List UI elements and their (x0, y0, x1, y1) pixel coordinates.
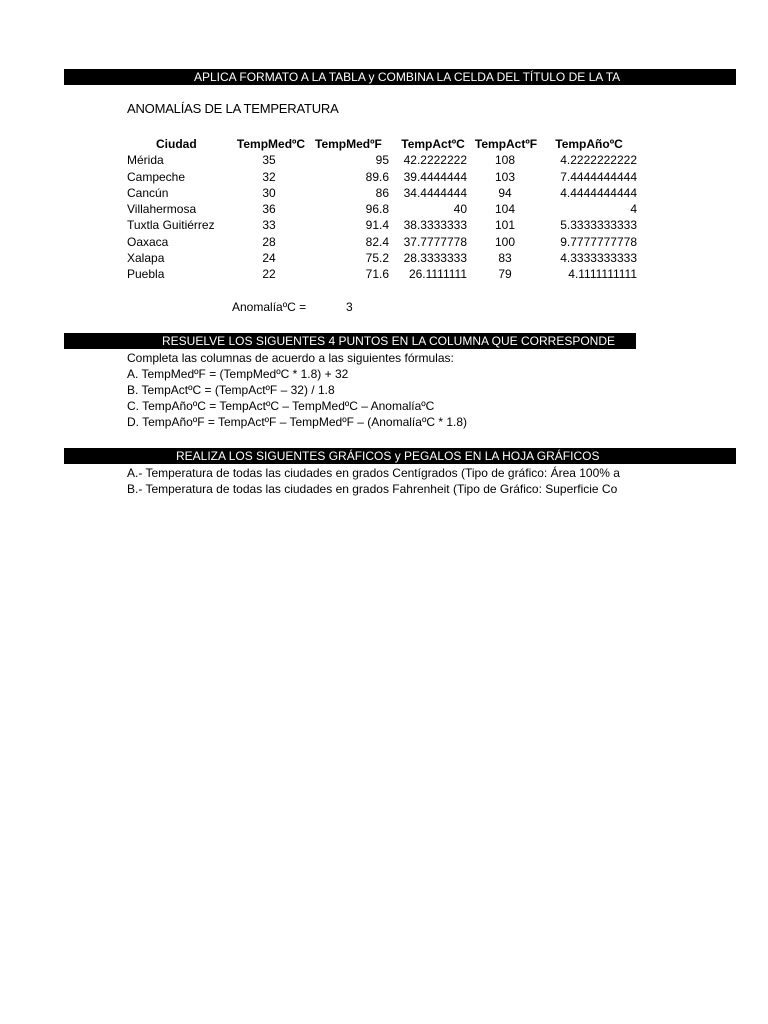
formula-a: A. TempMedºF = (TempMedºC * 1.8) + 32 (127, 367, 349, 381)
city-cell[interactable]: Villahermosa (127, 202, 197, 217)
value-cell[interactable]: 4.4444444444 (560, 185, 637, 200)
table-body (127, 152, 639, 282)
value-cell[interactable]: 38.3333333 (403, 218, 467, 233)
value-cell[interactable]: 34.4444444 (403, 185, 467, 200)
value-cell[interactable]: 33 (262, 218, 276, 233)
header-tempact-c[interactable]: TempActºC (401, 137, 465, 151)
value-cell[interactable]: 4.1111111111 (568, 267, 637, 282)
format-instruction-text: APLICA FORMATO A LA TABLA y COMBINA LA CELDA DEL TÍTULO DE LA TA (194, 70, 621, 84)
value-cell[interactable]: 5.3333333333 (560, 218, 637, 233)
value-cell[interactable]: 35 (262, 153, 276, 168)
table-row (127, 201, 639, 217)
table-row (127, 250, 639, 266)
value-cell[interactable]: 42.2222222 (403, 153, 467, 168)
value-cell[interactable]: 7.4444444444 (560, 169, 637, 184)
resolve-instruction-text: RESUELVE LOS SIGUENTES 4 PUNTOS EN LA COLUMNA QUE CORRESPONDE (162, 334, 616, 348)
value-cell[interactable]: 79 (498, 267, 512, 282)
value-cell[interactable]: 100 (494, 234, 516, 249)
value-cell[interactable]: 91.4 (365, 218, 389, 233)
value-cell[interactable]: 104 (494, 202, 516, 217)
value-cell[interactable]: 83 (498, 251, 512, 266)
header-tempmed-c[interactable]: TempMedºC (236, 137, 306, 151)
value-cell[interactable]: 9.7777777778 (560, 234, 637, 249)
temperature-table (127, 136, 639, 283)
formula-b: B. TempActºC = (TempActºF – 32) / 1.8 (127, 383, 335, 397)
formula-c: C. TempAñoºC = TempActºC – TempMedºC – AnomalíaºC (127, 399, 435, 413)
value-cell[interactable]: 94 (498, 185, 512, 200)
value-cell[interactable]: 24 (262, 251, 276, 266)
value-cell[interactable]: 22 (262, 267, 276, 282)
anomaly-label: AnomalíaºC = (232, 300, 307, 314)
value-cell[interactable]: 28.3333333 (403, 251, 467, 266)
value-cell[interactable]: 26.1111111 (408, 267, 467, 282)
sheet-subtitle: ANOMALÍAS DE LA TEMPERATURA (127, 101, 339, 116)
value-cell[interactable]: 4 (630, 202, 637, 217)
table-row (127, 185, 639, 201)
value-cell[interactable]: 37.7777778 (403, 234, 467, 249)
value-cell[interactable]: 82.4 (365, 234, 389, 249)
value-cell[interactable]: 101 (494, 218, 516, 233)
value-cell[interactable]: 32 (262, 169, 276, 184)
value-cell[interactable]: 96.8 (365, 202, 389, 217)
value-cell[interactable]: 36 (262, 202, 276, 217)
value-cell[interactable]: 71.6 (365, 267, 389, 282)
city-cell[interactable]: Campeche (127, 169, 186, 184)
value-cell[interactable]: 28 (262, 234, 276, 249)
chart-item-a: A.- Temperatura de todas las ciudades en grados Centígrados (Tipo de gráfico: Área 100% a (127, 466, 620, 480)
value-cell[interactable]: 30 (262, 185, 276, 200)
table-row (127, 217, 639, 233)
value-cell[interactable]: 4.2222222222 (560, 153, 637, 168)
value-cell[interactable]: 39.4444444 (403, 169, 467, 184)
header-tempmed-f[interactable]: TempMedºF (315, 137, 382, 151)
value-cell[interactable]: 4.3333333333 (560, 251, 637, 266)
city-cell[interactable]: Mérida (127, 153, 164, 168)
table-row (127, 234, 639, 250)
value-cell[interactable]: 108 (494, 153, 516, 168)
value-cell[interactable]: 95 (375, 153, 389, 168)
value-cell[interactable]: 40 (453, 202, 467, 217)
formula-d: D. TempAñoºF = TempActºF – TempMedºF – (AnomalíaºC * 1.8) (127, 415, 468, 429)
value-cell[interactable]: 86 (375, 185, 389, 200)
table-row (127, 169, 639, 185)
table-row (127, 266, 639, 282)
chart-instructions (127, 465, 639, 497)
charts-instruction-text: REALIZA LOS SIGUENTES GRÁFICOS y PEGALOS EN LA HOJA GRÁFICOS (176, 449, 600, 463)
chart-item-b: B.- Temperatura de todas las ciudades en grados Fahrenheit (Tipo de Gráfico: Superficie Co (127, 482, 618, 496)
value-cell[interactable]: 103 (494, 169, 516, 184)
city-cell[interactable]: Puebla (127, 267, 165, 282)
city-cell[interactable]: Oaxaca (127, 234, 169, 249)
value-cell[interactable]: 89.6 (365, 169, 389, 184)
charts-instruction-bar (64, 448, 736, 464)
formula-intro: Completa las columnas de acuerdo a las siguientes fórmulas: (127, 351, 454, 365)
header-ciudad[interactable]: Ciudad (156, 137, 197, 151)
resolve-instruction-bar (64, 333, 636, 349)
anomaly-value[interactable]: 3 (346, 300, 353, 314)
value-cell[interactable]: 75.2 (365, 251, 389, 266)
header-tempano-c[interactable]: TempAñoºC (555, 137, 623, 151)
formula-instructions (127, 350, 647, 430)
table-row (127, 152, 639, 168)
header-tempact-f[interactable]: TempActºF (474, 137, 538, 151)
table-header-row (127, 136, 639, 152)
format-instruction-bar (64, 69, 736, 85)
city-cell[interactable]: Tuxtla Guitiérrez (127, 218, 215, 233)
city-cell[interactable]: Xalapa (127, 251, 165, 266)
city-cell[interactable]: Cancún (127, 185, 169, 200)
